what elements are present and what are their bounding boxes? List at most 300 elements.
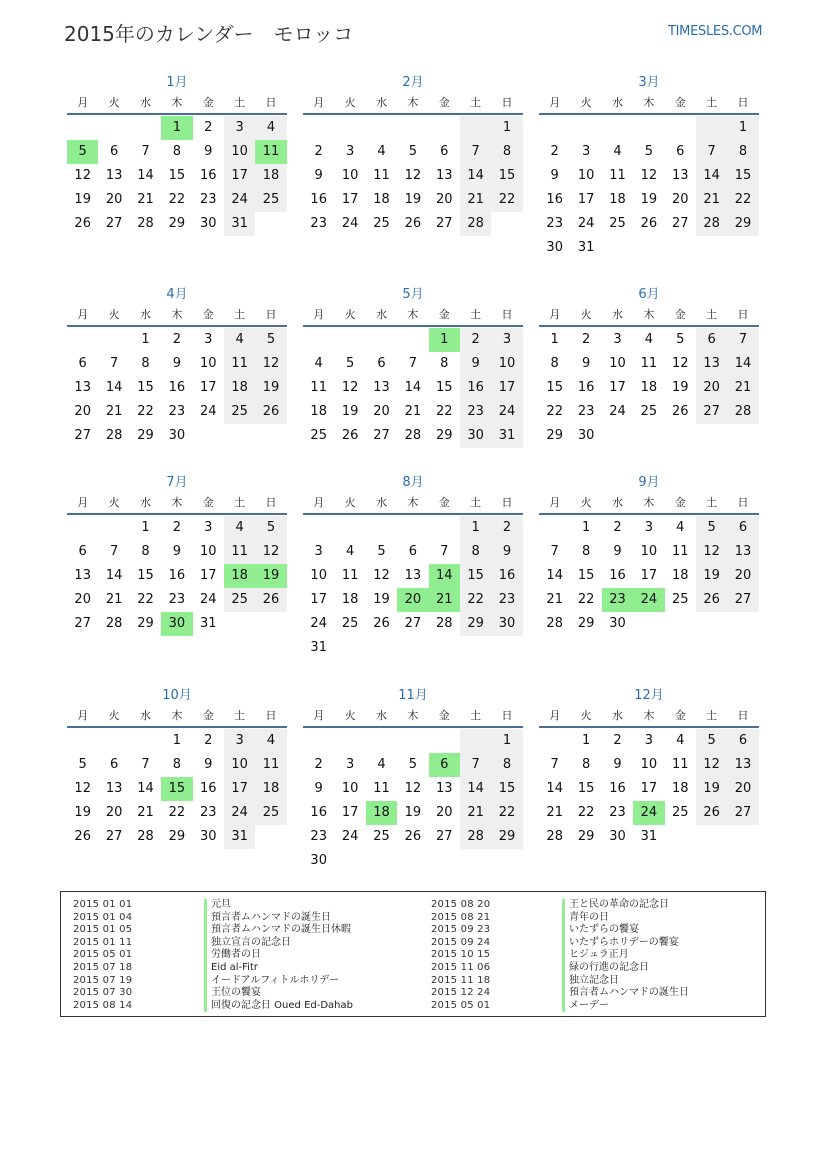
- month-11: [303, 688, 523, 873]
- day-cell: 27: [435, 216, 453, 231]
- holiday-date: 2015 07 30: [73, 987, 133, 999]
- day-cell: 30: [460, 424, 491, 448]
- day-cell: 16: [310, 805, 327, 820]
- day-cell: 4: [676, 733, 685, 748]
- day-cell: 2: [550, 144, 559, 159]
- weekday-header: [539, 307, 759, 327]
- day-cell: 7: [440, 544, 449, 559]
- holiday-row: [73, 899, 353, 912]
- day-cell: 30: [609, 829, 626, 844]
- holiday-date: 2015 01 05: [73, 924, 133, 936]
- day-cell: 18: [640, 380, 658, 395]
- empty-cell: [429, 516, 460, 540]
- day-cell: 3: [644, 733, 653, 748]
- day-cell: 1: [491, 729, 522, 753]
- day-cell: 28: [696, 212, 727, 236]
- weekday-label: 金: [202, 709, 214, 722]
- day-grid: [539, 516, 759, 636]
- day-cell: 6: [109, 757, 119, 772]
- site-logo[interactable]: TIMESLES.COM: [668, 24, 763, 39]
- day-cell: 20: [105, 805, 123, 820]
- day-cell: 10: [199, 356, 217, 371]
- day-cell: 1: [460, 516, 491, 540]
- month-10: [67, 688, 287, 849]
- weekday-label: 土: [470, 709, 482, 722]
- weekday-label: 月: [77, 709, 89, 722]
- weekday-label: 月: [77, 96, 89, 109]
- day-cell: 28: [105, 428, 123, 443]
- weekday-label: 月: [313, 308, 325, 321]
- day-grid: [67, 729, 287, 849]
- day-cell: 13: [435, 168, 453, 183]
- empty-cell: [334, 516, 365, 540]
- day-cell: 14: [460, 777, 491, 801]
- day-cell: 3: [581, 144, 591, 159]
- day-cell: 13: [74, 568, 91, 583]
- weekday-label: 月: [77, 496, 89, 509]
- day-cell: 8: [172, 144, 181, 159]
- day-cell: 7: [109, 356, 119, 371]
- day-cell: 5: [676, 332, 685, 347]
- day-cell: 12: [404, 168, 422, 183]
- day-cell: 2: [172, 332, 181, 347]
- day-cell: 2: [491, 516, 522, 540]
- day-cell: 30: [546, 240, 563, 255]
- weekday-label: 水: [611, 96, 623, 109]
- weekday-label: 金: [674, 709, 686, 722]
- empty-cell: [67, 516, 98, 540]
- holiday-row: [431, 987, 689, 1000]
- day-cell: 8: [581, 544, 591, 559]
- weekday-label: 月: [549, 308, 561, 321]
- day-cell: 26: [74, 216, 91, 231]
- day-cell: 10: [341, 781, 359, 796]
- day-cell: 4: [377, 144, 386, 159]
- day-cell: 25: [609, 216, 626, 231]
- day-cell: 17: [491, 376, 522, 400]
- day-cell: 1: [550, 332, 559, 347]
- weekday-label: 金: [674, 308, 686, 321]
- day-cell: 3: [204, 332, 213, 347]
- day-cell: 14: [137, 781, 154, 796]
- day-cell: 12: [640, 168, 658, 183]
- day-cell: 21: [546, 592, 563, 607]
- day-cell: 27: [671, 216, 689, 231]
- month-6: [539, 287, 759, 448]
- day-cell: 2: [613, 520, 622, 535]
- holiday-name: ヒジュラ正月: [562, 949, 629, 962]
- weekday-label: 土: [470, 308, 482, 321]
- day-cell: 7: [696, 140, 727, 164]
- empty-cell: [334, 116, 365, 140]
- day-cell: 30: [199, 829, 217, 844]
- day-cell: 23: [310, 216, 327, 231]
- weekday-label: 月: [313, 709, 325, 722]
- holiday-day-cell: 18: [366, 801, 397, 825]
- day-cell: 23: [546, 216, 563, 231]
- day-cell: 19: [671, 380, 689, 395]
- day-cell: 17: [341, 192, 359, 207]
- weekday-label: 水: [139, 96, 151, 109]
- day-cell: 9: [172, 544, 181, 559]
- month-title: 6月: [638, 287, 660, 302]
- day-cell: 8: [581, 757, 591, 772]
- day-cell: 18: [671, 568, 689, 583]
- day-cell: 6: [727, 729, 758, 753]
- weekday-header: [67, 495, 287, 515]
- day-cell: 27: [404, 616, 422, 631]
- empty-cell: [303, 116, 334, 140]
- month-8: [303, 475, 523, 660]
- day-cell: 20: [105, 192, 123, 207]
- weekday-label: 火: [108, 709, 120, 722]
- day-cell: 13: [727, 753, 758, 777]
- day-cell: 24: [224, 188, 255, 212]
- weekday-label: 火: [108, 496, 120, 509]
- day-cell: 4: [314, 356, 323, 371]
- holiday-date: 2015 05 01: [431, 999, 491, 1011]
- day-cell: 22: [137, 592, 154, 607]
- day-cell: 21: [105, 592, 123, 607]
- weekday-label: 木: [171, 496, 183, 509]
- day-cell: 15: [491, 164, 522, 188]
- day-cell: 23: [199, 805, 217, 820]
- day-cell: 30: [609, 616, 626, 631]
- day-cell: 22: [435, 404, 453, 419]
- holiday-row: [73, 962, 353, 975]
- day-cell: 9: [613, 544, 622, 559]
- day-cell: 13: [696, 352, 727, 376]
- holiday-date: 2015 11 06: [431, 961, 491, 973]
- month-title: 8月: [402, 475, 424, 490]
- day-cell: 5: [255, 328, 286, 352]
- weekday-label: 金: [674, 96, 686, 109]
- weekday-header: [303, 495, 523, 515]
- holiday-date: 2015 07 18: [73, 961, 133, 973]
- day-cell: 28: [727, 400, 758, 424]
- day-cell: 17: [224, 777, 255, 801]
- holiday-day-cell: 5: [67, 140, 98, 164]
- day-cell: 1: [172, 733, 181, 748]
- weekday-label: 水: [375, 308, 387, 321]
- day-grid: [539, 729, 759, 849]
- day-cell: 10: [609, 356, 626, 371]
- day-cell: 16: [577, 380, 595, 395]
- day-cell: 12: [341, 380, 359, 395]
- day-cell: 6: [408, 544, 417, 559]
- empty-cell: [334, 328, 365, 352]
- empty-cell: [397, 116, 428, 140]
- day-cell: 9: [550, 168, 559, 183]
- day-cell: 20: [74, 404, 91, 419]
- day-cell: 8: [141, 544, 150, 559]
- day-cell: 16: [460, 376, 491, 400]
- day-cell: 30: [577, 428, 595, 443]
- day-cell: 8: [141, 356, 150, 371]
- holiday-date: 2015 10 15: [431, 949, 491, 961]
- day-cell: 9: [460, 352, 491, 376]
- day-cell: 6: [109, 144, 119, 159]
- day-cell: 11: [341, 568, 359, 583]
- day-cell: 28: [137, 829, 154, 844]
- holiday-day-cell: 18: [224, 564, 255, 588]
- day-cell: 7: [408, 356, 417, 371]
- day-cell: 31: [199, 616, 217, 631]
- day-cell: 13: [671, 168, 689, 183]
- day-cell: 6: [78, 544, 87, 559]
- empty-cell: [130, 116, 161, 140]
- weekday-label: 火: [580, 96, 592, 109]
- weekday-label: 水: [375, 96, 387, 109]
- day-cell: 27: [727, 588, 758, 612]
- day-cell: 28: [404, 428, 422, 443]
- day-cell: 5: [255, 516, 286, 540]
- holiday-row: [73, 987, 353, 1000]
- holiday-row: [73, 1000, 353, 1013]
- empty-cell: [665, 116, 696, 140]
- empty-cell: [130, 729, 161, 753]
- holiday-list: [60, 891, 766, 1017]
- day-cell: 7: [550, 757, 559, 772]
- month-title: 2月: [402, 75, 424, 90]
- day-cell: 22: [460, 588, 491, 612]
- weekday-label: 水: [139, 308, 151, 321]
- day-cell: 7: [727, 328, 758, 352]
- weekday-label: 土: [470, 96, 482, 109]
- day-cell: 19: [74, 805, 91, 820]
- day-cell: 3: [491, 328, 522, 352]
- day-cell: 5: [408, 757, 417, 772]
- day-cell: 25: [640, 404, 658, 419]
- day-cell: 14: [546, 781, 563, 796]
- weekday-label: 土: [706, 496, 718, 509]
- weekday-label: 日: [737, 96, 749, 109]
- day-cell: 26: [341, 428, 359, 443]
- day-cell: 27: [696, 400, 727, 424]
- day-cell: 18: [373, 192, 390, 207]
- day-cell: 8: [550, 356, 559, 371]
- holiday-name: イードアルフィトルホリデー: [204, 975, 339, 988]
- day-cell: 28: [137, 216, 154, 231]
- day-cell: 7: [141, 144, 150, 159]
- month-title: 5月: [402, 287, 424, 302]
- day-cell: 27: [105, 216, 123, 231]
- weekday-label: 木: [407, 496, 419, 509]
- holiday-day-cell: 24: [633, 801, 664, 825]
- day-cell: 26: [696, 588, 727, 612]
- day-cell: 17: [640, 781, 658, 796]
- weekday-label: 日: [265, 496, 277, 509]
- day-cell: 10: [640, 544, 658, 559]
- holiday-row: [73, 949, 353, 962]
- holiday-day-cell: 1: [161, 116, 192, 140]
- day-cell: 7: [109, 544, 119, 559]
- weekday-label: 日: [265, 308, 277, 321]
- day-cell: 2: [314, 144, 323, 159]
- month-1: [67, 75, 287, 236]
- holiday-name: Eid al-Fitr: [204, 962, 258, 975]
- holiday-date: 2015 09 24: [431, 936, 491, 948]
- weekday-header: [539, 495, 759, 515]
- day-cell: 5: [696, 516, 727, 540]
- day-cell: 3: [224, 116, 255, 140]
- day-cell: 24: [341, 216, 359, 231]
- day-cell: 11: [609, 168, 626, 183]
- weekday-label: 土: [234, 496, 246, 509]
- day-cell: 15: [727, 164, 758, 188]
- weekday-label: 火: [580, 496, 592, 509]
- holiday-date: 2015 11 18: [431, 974, 491, 986]
- day-cell: 25: [373, 216, 390, 231]
- day-cell: 23: [491, 588, 522, 612]
- empty-cell: [98, 116, 129, 140]
- day-grid: [67, 328, 287, 448]
- day-cell: 4: [613, 144, 622, 159]
- weekday-label: 火: [344, 709, 356, 722]
- day-cell: 2: [172, 520, 181, 535]
- day-cell: 21: [727, 376, 758, 400]
- weekday-label: 月: [313, 96, 325, 109]
- month-3: [539, 75, 759, 260]
- weekday-label: 水: [611, 709, 623, 722]
- day-cell: 11: [373, 168, 390, 183]
- day-cell: 13: [727, 540, 758, 564]
- day-cell: 24: [310, 616, 327, 631]
- day-cell: 10: [640, 757, 658, 772]
- day-cell: 24: [609, 404, 626, 419]
- weekday-label: 水: [139, 709, 151, 722]
- day-cell: 22: [491, 188, 522, 212]
- day-cell: 29: [460, 612, 491, 636]
- weekday-label: 火: [580, 308, 592, 321]
- empty-cell: [602, 116, 633, 140]
- holiday-name: 元旦: [204, 899, 231, 912]
- empty-cell: [429, 729, 460, 753]
- day-cell: 16: [199, 781, 217, 796]
- day-cell: 17: [199, 568, 217, 583]
- day-cell: 20: [727, 777, 758, 801]
- day-cell: 18: [255, 164, 286, 188]
- day-cell: 23: [168, 404, 186, 419]
- day-cell: 29: [435, 428, 453, 443]
- day-cell: 29: [727, 212, 758, 236]
- day-cell: 21: [105, 404, 123, 419]
- empty-cell: [696, 116, 727, 140]
- day-cell: 7: [460, 753, 491, 777]
- day-cell: 23: [609, 805, 626, 820]
- day-cell: 15: [491, 777, 522, 801]
- day-cell: 5: [78, 757, 87, 772]
- day-grid: [539, 116, 759, 260]
- day-cell: 25: [255, 801, 286, 825]
- day-cell: 12: [255, 540, 286, 564]
- holiday-day-cell: 24: [633, 588, 664, 612]
- day-cell: 3: [345, 144, 355, 159]
- day-grid: [303, 729, 523, 873]
- holiday-row: [431, 924, 689, 937]
- day-cell: 3: [204, 520, 213, 535]
- day-cell: 6: [727, 516, 758, 540]
- holiday-day-cell: 30: [161, 612, 192, 636]
- day-cell: 6: [440, 144, 449, 159]
- day-cell: 28: [460, 212, 491, 236]
- day-cell: 27: [105, 829, 123, 844]
- weekday-header: [303, 307, 523, 327]
- weekday-label: 日: [737, 308, 749, 321]
- holiday-day-cell: 19: [255, 564, 286, 588]
- holiday-day-cell: 1: [429, 328, 460, 352]
- month-4: [67, 287, 287, 448]
- day-cell: 21: [460, 188, 491, 212]
- day-cell: 29: [546, 428, 563, 443]
- day-cell: 24: [341, 829, 359, 844]
- day-cell: 31: [224, 212, 255, 236]
- day-cell: 22: [137, 404, 154, 419]
- day-cell: 29: [137, 428, 154, 443]
- day-cell: 30: [491, 612, 522, 636]
- holiday-row: [431, 975, 689, 988]
- day-grid: [67, 516, 287, 636]
- weekday-label: 金: [674, 496, 686, 509]
- weekday-header: [539, 708, 759, 728]
- month-7: [67, 475, 287, 636]
- day-cell: 21: [137, 192, 154, 207]
- day-cell: 16: [199, 168, 217, 183]
- day-cell: 23: [310, 829, 327, 844]
- day-cell: 26: [404, 829, 422, 844]
- day-cell: 19: [74, 192, 91, 207]
- day-cell: 10: [491, 352, 522, 376]
- day-cell: 22: [546, 404, 563, 419]
- day-grid: [303, 516, 523, 660]
- day-cell: 14: [105, 568, 123, 583]
- empty-cell: [303, 328, 334, 352]
- day-cell: 13: [105, 168, 123, 183]
- day-cell: 4: [644, 332, 653, 347]
- day-cell: 9: [581, 356, 591, 371]
- weekday-label: 木: [643, 496, 655, 509]
- day-cell: 29: [168, 216, 186, 231]
- weekday-label: 木: [407, 709, 419, 722]
- day-cell: 11: [310, 380, 327, 395]
- weekday-label: 金: [438, 496, 450, 509]
- weekday-label: 土: [234, 709, 246, 722]
- day-cell: 8: [491, 140, 522, 164]
- weekday-label: 木: [407, 96, 419, 109]
- day-cell: 26: [373, 616, 390, 631]
- weekday-label: 木: [171, 96, 183, 109]
- weekday-label: 木: [171, 308, 183, 321]
- day-cell: 26: [255, 588, 286, 612]
- day-cell: 10: [224, 753, 255, 777]
- holiday-row: [73, 975, 353, 988]
- empty-cell: [366, 328, 397, 352]
- month-12: [539, 688, 759, 849]
- day-cell: 16: [310, 192, 327, 207]
- month-2: [303, 75, 523, 236]
- weekday-label: 火: [344, 496, 356, 509]
- day-cell: 19: [373, 592, 390, 607]
- day-cell: 18: [341, 592, 359, 607]
- empty-cell: [429, 116, 460, 140]
- month-title: 4月: [166, 287, 188, 302]
- weekday-label: 土: [706, 96, 718, 109]
- day-cell: 24: [199, 404, 217, 419]
- empty-cell: [366, 116, 397, 140]
- day-cell: 14: [460, 164, 491, 188]
- day-cell: 25: [671, 805, 689, 820]
- day-cell: 26: [671, 404, 689, 419]
